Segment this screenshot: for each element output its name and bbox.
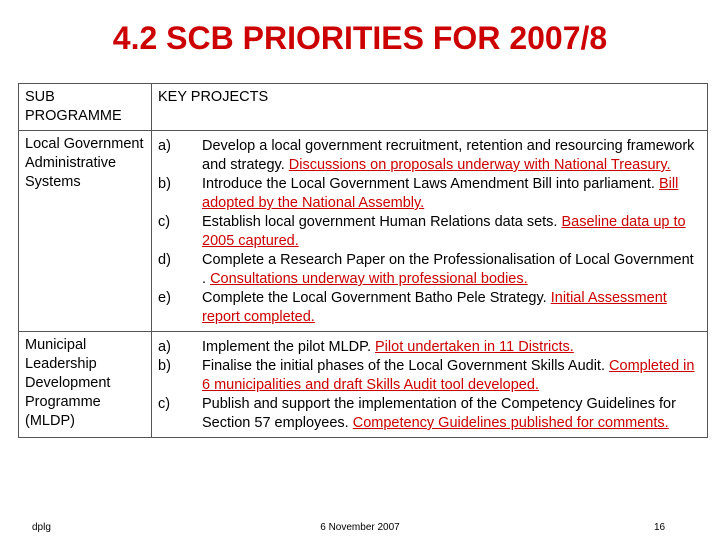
footer-page-number: 16 [654,522,666,533]
header-key-projects: KEY PROJECTS [152,84,708,131]
project-letter: b) [158,358,171,374]
sub-programme-cell: Local Government Administrative Systems [19,131,152,332]
project-letter: a) [158,138,171,154]
project-text: Implement the pilot MLDP. [202,339,371,355]
table-row [19,332,708,438]
project-letter: e) [158,290,171,306]
project-item [202,251,699,289]
table-header-row [19,84,708,131]
priorities-table [18,83,708,438]
project-status: Discussions on proposals underway with National Treasury. [288,157,671,173]
project-text: Publish and support the implementation of the Competency Guidelines for Section 57 employees. [202,396,676,431]
project-item [202,137,699,175]
table-row [19,131,708,332]
sub-programme-cell: Municipal Leadership Development Programme (MLDP) [19,332,152,438]
project-letter: a) [158,339,171,355]
header-sub-programme: SUB PROGRAMME [19,84,152,131]
project-status: Initial Assessment report completed. [202,290,667,325]
project-text: Finalise the initial phases of the Local Government Skills Audit. [202,358,605,374]
project-item [202,289,699,327]
project-item [202,395,699,433]
project-status: Consultations underway with professional bodies. [210,271,528,287]
project-letter: b) [158,176,171,192]
projects-cell [152,131,708,332]
project-item [202,213,699,251]
projects-cell [152,332,708,438]
project-letter: c) [158,214,171,230]
project-status: Pilot undertaken in 11 Districts. [375,339,574,355]
project-status: Bill adopted by the National Assembly. [202,176,679,211]
project-status: Completed in 6 municipalities and draft Skills Audit tool developed. [202,358,695,393]
project-text: Introduce the Local Government Laws Amendment Bill into parliament. [202,176,655,192]
project-item [202,175,699,213]
project-text: Complete the Local Government Batho Pele Strategy. [202,290,547,306]
project-text: Complete a Research Paper on the Professionalisation of Local Government . [202,252,694,287]
project-letter: c) [158,396,171,412]
project-item [202,357,699,395]
slide-title: 4.2 SCB PRIORITIES FOR 2007/8 [112,20,608,56]
project-text: Develop a local government recruitment, retention and resourcing framework and strategy. [202,138,695,173]
project-status: Baseline data up to 2005 captured. [202,214,686,249]
project-status: Competency Guidelines published for comments. [352,415,669,431]
project-text: Establish local government Human Relations data sets. [202,214,558,230]
project-item [202,338,699,357]
project-letter: d) [158,252,171,268]
footer-org: dplg [32,522,51,533]
footer-date: 6 November 2007 [320,522,400,533]
